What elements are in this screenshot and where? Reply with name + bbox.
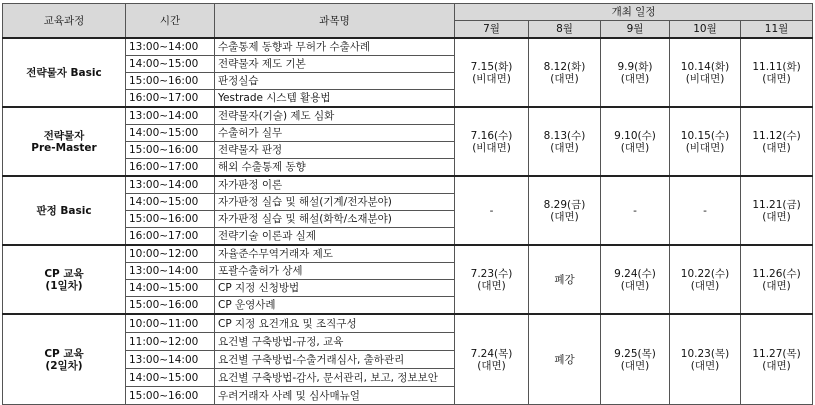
schedule-mode: (비대면)	[472, 141, 511, 154]
schedule-date: 9.10(수)	[614, 129, 656, 142]
session-time: 14:00~15:00	[126, 56, 215, 73]
schedule-cell	[741, 176, 813, 245]
session-time: 16:00~17:00	[126, 159, 215, 177]
session-subject: 판정실습	[215, 73, 455, 90]
schedule-cell	[455, 38, 529, 107]
schedule-date: 11.26(수)	[752, 267, 801, 280]
session-subject: 전략물자 판정	[215, 142, 455, 159]
schedule-mode: (비대면)	[685, 141, 725, 154]
schedule-mode: (대면)	[477, 279, 506, 292]
header-month-nov: 11월	[741, 21, 813, 39]
schedule-date: 11.12(수)	[752, 129, 801, 142]
schedule-mode: (대면)	[762, 72, 791, 85]
session-subject: 자가판정 실습 및 해설(기계/전자분야)	[215, 194, 455, 211]
session-subject: 해외 수출통제 동향	[215, 159, 455, 177]
schedule-mode: (대면)	[620, 72, 650, 85]
session-time: 14:00~15:00	[126, 125, 215, 142]
schedule-date: 9.25(목)	[614, 347, 656, 360]
session-subject: 요건별 구축방법-규정, 교육	[215, 333, 455, 351]
course-name-line: CP 교육	[44, 347, 84, 360]
course-name	[3, 176, 126, 245]
session-subject: CP 지정 신청방법	[215, 280, 455, 297]
table-row	[3, 314, 813, 333]
session-time: 15:00~16:00	[126, 297, 215, 315]
schedule-cell	[670, 245, 741, 314]
session-time: 13:00~14:00	[126, 351, 215, 369]
schedule-cell	[741, 38, 813, 107]
schedule-cell	[455, 107, 529, 176]
schedule-mode: (대면)	[762, 141, 791, 154]
schedule-date: 7.15(화)	[470, 60, 513, 73]
schedule-date: 7.16(수)	[470, 129, 513, 142]
schedule-cell	[529, 314, 601, 405]
schedule-cell	[670, 314, 741, 405]
header-course: 교육과정	[3, 4, 126, 39]
schedule-mode: (비대면)	[685, 72, 725, 85]
schedule-cell	[601, 38, 670, 107]
course-name-line: Pre-Master	[31, 141, 97, 154]
session-time: 13:00~14:00	[126, 107, 215, 125]
schedule-date: 11.21(금)	[752, 198, 801, 211]
course-name-line: 전략물자	[43, 129, 85, 142]
schedule-date: 10.15(수)	[680, 129, 730, 142]
schedule-cell	[670, 176, 741, 245]
session-subject: 자율준수무역거래자 제도	[215, 245, 455, 263]
session-subject: 요건별 구축방법-수출거래심사, 출하관리	[215, 351, 455, 369]
schedule-cell	[529, 245, 601, 314]
session-time: 10:00~12:00	[126, 245, 215, 263]
schedule-cell	[601, 107, 670, 176]
course-name-line: CP 교육	[44, 267, 84, 280]
schedule-mode: (대면)	[620, 359, 650, 372]
session-subject: 수출통제 동향과 무허가 수출사례	[215, 38, 455, 56]
schedule-mode: (대면)	[762, 210, 791, 223]
session-subject: 자가판정 이론	[215, 176, 455, 194]
session-time: 13:00~14:00	[126, 263, 215, 280]
session-time: 15:00~16:00	[126, 211, 215, 228]
session-subject: 자가판정 실습 및 해설(화학/소재분야)	[215, 211, 455, 228]
session-subject: CP 지정 요건개요 및 조직구성	[215, 314, 455, 333]
session-time: 15:00~16:00	[126, 142, 215, 159]
schedule-date: 폐강	[554, 273, 575, 286]
schedule-date: 폐강	[554, 353, 575, 366]
schedule-cell	[529, 176, 601, 245]
session-time: 11:00~12:00	[126, 333, 215, 351]
header-month-oct: 10월	[670, 21, 741, 39]
schedule-cell	[455, 245, 529, 314]
course-name	[3, 107, 126, 176]
schedule-mode: (대면)	[550, 210, 579, 223]
schedule-cell	[601, 245, 670, 314]
schedule-mode: (대면)	[550, 72, 579, 85]
session-time: 14:00~15:00	[126, 194, 215, 211]
schedule-cell	[455, 314, 529, 405]
session-time: 13:00~14:00	[126, 176, 215, 194]
session-subject: 수출허가 실무	[215, 125, 455, 142]
schedule-mode: (대면)	[762, 359, 791, 372]
schedule-date: 7.24(목)	[470, 347, 513, 360]
course-name	[3, 314, 126, 405]
session-subject: Yestrade 시스템 활용법	[215, 90, 455, 108]
course-name-line: 전략물자 Basic	[26, 66, 102, 79]
header-month-sep: 9월	[601, 21, 670, 39]
header-time: 시간	[126, 4, 215, 39]
schedule-cell	[670, 38, 741, 107]
schedule-date: 10.23(목)	[680, 347, 730, 360]
schedule-date: 7.23(수)	[470, 267, 513, 280]
session-subject: 요건별 구축방법-감사, 문서관리, 보고, 정보보안	[215, 369, 455, 387]
schedule-cell	[529, 107, 601, 176]
session-time: 16:00~17:00	[126, 90, 215, 108]
schedule-mode: (대면)	[620, 279, 650, 292]
session-time: 15:00~16:00	[126, 73, 215, 90]
schedule-date: -	[703, 204, 707, 217]
session-subject: 전략기술 이론과 실제	[215, 228, 455, 246]
schedule-date: 9.9(화)	[617, 60, 653, 73]
session-subject: 우려거래자 사례 및 심사매뉴얼	[215, 387, 455, 405]
schedule-cell	[601, 176, 670, 245]
course-name-line: (1일차)	[45, 279, 83, 292]
schedule-cell	[741, 107, 813, 176]
table-row	[3, 38, 813, 56]
schedule-date: 8.13(수)	[543, 129, 586, 142]
schedule-table	[2, 3, 813, 405]
schedule-date: -	[633, 204, 637, 217]
session-time: 14:00~15:00	[126, 280, 215, 297]
schedule-date: 8.12(화)	[543, 60, 586, 73]
schedule-date: 8.29(금)	[543, 198, 586, 211]
schedule-date: 10.14(화)	[680, 60, 730, 73]
schedule-date: 11.27(목)	[752, 347, 801, 360]
table-row	[3, 245, 813, 263]
schedule-mode: (대면)	[762, 279, 791, 292]
session-time: 14:00~15:00	[126, 369, 215, 387]
session-time: 16:00~17:00	[126, 228, 215, 246]
schedule-mode: (대면)	[690, 279, 720, 292]
session-subject: CP 운영사례	[215, 297, 455, 315]
session-subject: 전략물자 제도 기본	[215, 56, 455, 73]
header-month-jul: 7월	[455, 21, 529, 39]
header-subject: 과목명	[215, 4, 455, 39]
schedule-date: 9.24(수)	[614, 267, 656, 280]
session-subject: 포괄수출허가 상세	[215, 263, 455, 280]
course-name-line: 판정 Basic	[36, 204, 92, 217]
schedule-cell	[455, 176, 529, 245]
header-schedule: 개최 일정	[455, 4, 813, 21]
schedule-date: 10.22(수)	[680, 267, 730, 280]
session-time: 13:00~14:00	[126, 38, 215, 56]
schedule-date: 11.11(화)	[752, 60, 801, 73]
schedule-mode: (대면)	[477, 359, 506, 372]
schedule-mode: (비대면)	[472, 72, 511, 85]
schedule-date: -	[489, 204, 494, 217]
course-name	[3, 38, 126, 107]
course-name	[3, 245, 126, 314]
schedule-cell	[601, 314, 670, 405]
schedule-mode: (대면)	[550, 141, 579, 154]
schedule-cell	[741, 314, 813, 405]
schedule-cell	[529, 38, 601, 107]
schedule-cell	[741, 245, 813, 314]
session-subject: 전략물자(기술) 제도 심화	[215, 107, 455, 125]
schedule-mode: (대면)	[690, 359, 720, 372]
schedule-cell	[670, 107, 741, 176]
session-time: 10:00~11:00	[126, 314, 215, 333]
session-time: 15:00~16:00	[126, 387, 215, 405]
schedule-mode: (대면)	[620, 141, 650, 154]
table-row	[3, 176, 813, 194]
course-name-line: (2일차)	[45, 359, 83, 372]
table-row	[3, 107, 813, 125]
header-month-aug: 8월	[529, 21, 601, 39]
